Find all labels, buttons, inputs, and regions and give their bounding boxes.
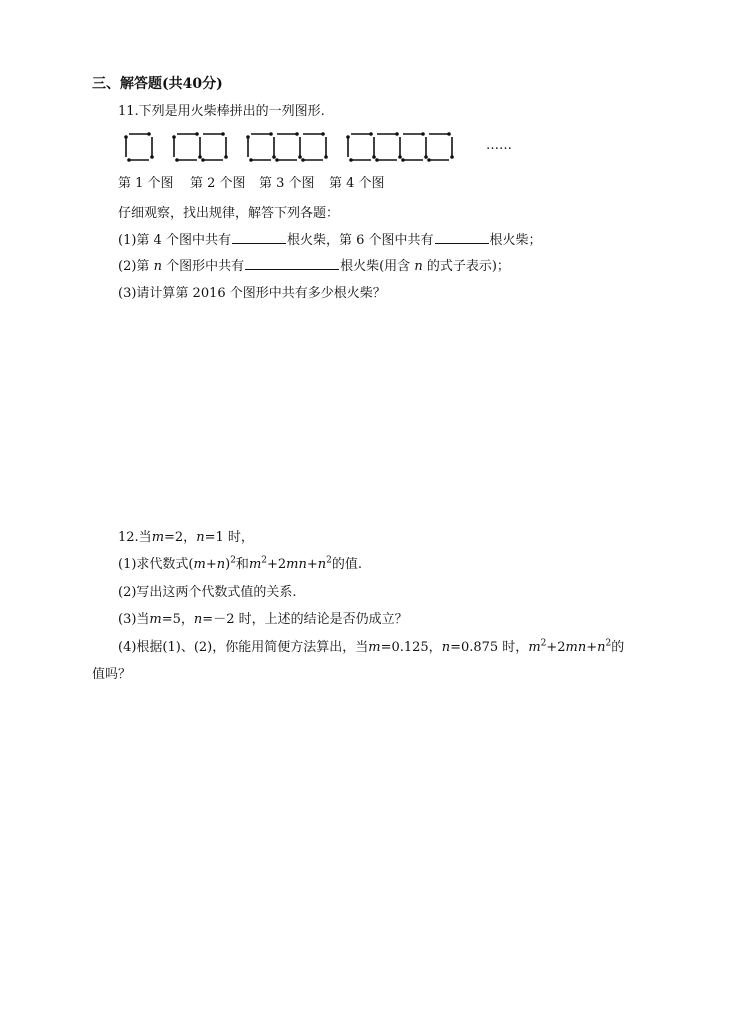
figure-caption-4: 第 4 个图 bbox=[329, 176, 385, 191]
q12-stem bbox=[118, 530, 254, 546]
q12-part3-a: (3)当 bbox=[118, 612, 150, 627]
var-n: n bbox=[441, 640, 451, 655]
q12-part4-c: =0.875 时， bbox=[450, 640, 529, 655]
q11-part1-c: 根火柴； bbox=[489, 233, 542, 248]
figure-caption-1: 第 1 个图 bbox=[118, 176, 174, 191]
q11-ellipsis: …… bbox=[486, 138, 512, 153]
q12-part3 bbox=[118, 612, 408, 628]
var-n: n bbox=[196, 530, 205, 545]
matchstick-figures bbox=[124, 130, 524, 168]
matchstick-head bbox=[298, 155, 302, 159]
q11-part3: (3)请计算第 2016 个图形中共有多少根火柴？ bbox=[118, 286, 386, 301]
var-mn: mn bbox=[286, 557, 307, 572]
var-m: m bbox=[151, 530, 165, 545]
q11-part2 bbox=[118, 258, 510, 275]
matchstick-head bbox=[198, 155, 202, 159]
matchstick-head bbox=[372, 155, 376, 159]
var-n: n bbox=[414, 259, 423, 274]
var-n: n bbox=[597, 640, 606, 655]
plus-sign: + bbox=[306, 557, 318, 572]
plus-sign: + bbox=[586, 640, 598, 655]
q11-part2-b: 个图形中共有 bbox=[166, 259, 245, 274]
matchstick-head bbox=[246, 135, 250, 139]
exponent: 2 bbox=[605, 638, 612, 649]
matchstick-head bbox=[295, 132, 299, 136]
q12-part3-c: =－2 时，上述的结论是否仍成立？ bbox=[202, 612, 408, 627]
q12-part1-end: 的值. bbox=[331, 557, 363, 572]
figure-caption-2: 第 2 个图 bbox=[190, 176, 246, 191]
matchstick-head bbox=[269, 132, 273, 136]
matchstick-head bbox=[249, 158, 253, 162]
matchstick-head bbox=[447, 132, 451, 136]
matchstick-head bbox=[172, 135, 176, 139]
matchstick-head bbox=[421, 132, 425, 136]
q12-stem-c: =1 时， bbox=[204, 530, 254, 545]
matchstick-head bbox=[124, 135, 128, 139]
q12-part4 bbox=[118, 640, 624, 656]
matchstick-head bbox=[450, 155, 454, 159]
exponent: 2 bbox=[261, 555, 267, 566]
q12-part4-a: (4)根据(1)、(2)，你能用简便方法算出，当 bbox=[118, 640, 369, 655]
matchstick-head bbox=[395, 132, 399, 136]
var-n: n bbox=[216, 557, 226, 572]
var-m: m bbox=[193, 557, 206, 572]
var-m: m bbox=[368, 640, 381, 655]
matchstick-head bbox=[424, 155, 428, 159]
matchstick-head bbox=[147, 132, 151, 136]
matchstick-head bbox=[369, 132, 373, 136]
q12-stem-a: 12.当 bbox=[118, 530, 152, 545]
plus-sign: + bbox=[205, 557, 217, 572]
matchstick-head bbox=[346, 135, 350, 139]
exponent: 2 bbox=[326, 555, 332, 566]
matchstick-head bbox=[398, 155, 402, 159]
q12-part1 bbox=[118, 557, 362, 573]
matchstick-head bbox=[175, 158, 179, 162]
exponent: 2 bbox=[540, 638, 547, 649]
matchstick-head bbox=[195, 132, 199, 136]
q11-part1 bbox=[118, 232, 542, 249]
q12-part2: (2)写出这两个代数式值的关系. bbox=[118, 585, 297, 600]
figure-caption-3: 第 3 个图 bbox=[259, 176, 315, 191]
matchstick-head bbox=[301, 158, 305, 162]
matchstick-head bbox=[221, 132, 225, 136]
matchstick-head bbox=[224, 155, 228, 159]
paren-close: ) bbox=[225, 557, 231, 572]
matchstick-head bbox=[375, 158, 379, 162]
matchstick-head bbox=[150, 155, 154, 159]
matchstick-head bbox=[427, 158, 431, 162]
answer-blank[interactable] bbox=[232, 232, 286, 244]
matchstick-head bbox=[275, 158, 279, 162]
answer-blank[interactable] bbox=[435, 232, 489, 244]
q12-part1-and: 和 bbox=[235, 557, 249, 572]
var-n: n bbox=[317, 557, 327, 572]
plus-two: +2 bbox=[267, 557, 287, 572]
var-m: m bbox=[149, 612, 162, 627]
q11-part1-a: (1)第 4 个图中共有 bbox=[118, 233, 231, 248]
q11-part2-a: (2)第 bbox=[118, 259, 150, 274]
q12-part4-cont: 值吗？ bbox=[92, 667, 132, 682]
matchstick-head bbox=[349, 158, 353, 162]
matchstick-head bbox=[401, 158, 405, 162]
exponent: 2 bbox=[230, 555, 236, 566]
q11-stem: 11.下列是用火柴棒拼出的一列图形. bbox=[118, 104, 325, 119]
var-mn: mn bbox=[565, 640, 587, 655]
var-n: n bbox=[193, 612, 203, 627]
q11-part1-b: 根火柴，第 6 个图中共有 bbox=[286, 233, 434, 248]
q11-part2-c: 根火柴(用含 bbox=[340, 259, 411, 274]
var-n: n bbox=[153, 259, 162, 274]
q12-part4-d: 的 bbox=[611, 640, 625, 655]
var-m: m bbox=[248, 557, 262, 572]
matchstick-head bbox=[321, 132, 325, 136]
matchstick-head bbox=[272, 155, 276, 159]
q12-part4-b: =0.125， bbox=[380, 640, 442, 655]
plus-two: +2 bbox=[546, 640, 566, 655]
matchstick-head bbox=[324, 155, 328, 159]
matchstick-head bbox=[127, 158, 131, 162]
q12-part1-a: (1)求代数式( bbox=[118, 557, 194, 572]
q12-part3-b: =5， bbox=[161, 612, 194, 627]
var-m: m bbox=[528, 640, 541, 655]
matchstick-head bbox=[201, 158, 205, 162]
answer-blank[interactable] bbox=[245, 258, 339, 270]
section-title: 三、解答题(共40分) bbox=[92, 76, 223, 92]
matchstick-figures-svg bbox=[124, 130, 524, 164]
q11-part2-d: 的式子表示)； bbox=[426, 259, 510, 274]
q11-instruction: 仔细观察，找出规律，解答下列各题： bbox=[118, 206, 340, 221]
q12-stem-b: =2， bbox=[164, 530, 197, 545]
